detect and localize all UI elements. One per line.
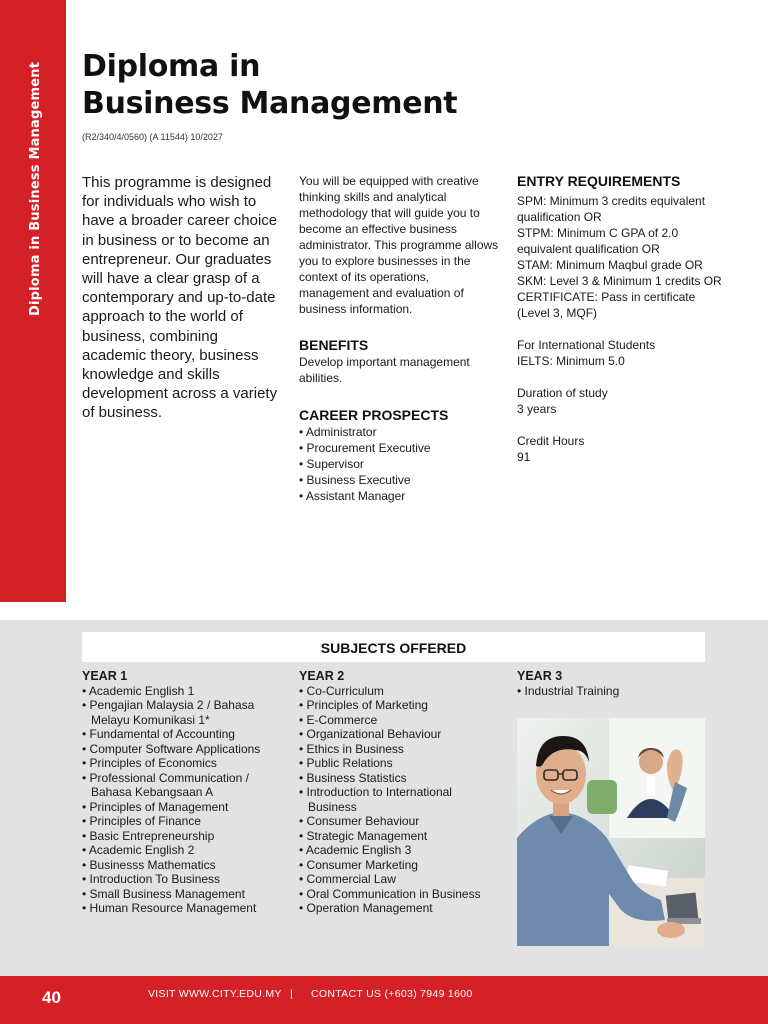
list-item: • Oral Communication in Business bbox=[299, 886, 481, 901]
year2-list bbox=[299, 684, 484, 916]
duration-value: 3 years bbox=[517, 402, 557, 416]
list-item: • Assistant Manager bbox=[299, 489, 406, 503]
list-item: • Computer Software Applications bbox=[82, 741, 261, 756]
website-link[interactable]: VISIT WWW.CITY.EDU.MY bbox=[148, 988, 282, 1000]
list-item: • Supervisor bbox=[299, 457, 364, 471]
entry-line: SPM: Minimum 3 credits equivalent qualification OR bbox=[517, 194, 706, 224]
list-item: • E-Commerce bbox=[299, 712, 378, 727]
list-item: • Principles of Management bbox=[82, 799, 229, 814]
list-item: • Pengajian Malaysia 2 / Bahasa Melayu Komunikasi 1* bbox=[82, 698, 255, 727]
year1-list bbox=[82, 684, 282, 916]
entry-requirements bbox=[517, 172, 722, 465]
programme-details bbox=[299, 173, 499, 504]
list-item: • Consumer Behaviour bbox=[299, 814, 420, 828]
list-item: • Principles of Finance bbox=[82, 814, 201, 828]
benefits-text: Develop important management abilities. bbox=[299, 355, 470, 385]
list-item: • Organizational Behaviour bbox=[299, 727, 442, 741]
credit-label: Credit Hours bbox=[517, 434, 585, 448]
footer-bar bbox=[0, 976, 768, 1024]
list-item: • Human Resource Management bbox=[82, 901, 257, 915]
list-item: • Commercial Law bbox=[299, 872, 396, 886]
year3-column bbox=[517, 669, 705, 698]
entry-heading: ENTRY REQUIREMENTS bbox=[517, 173, 681, 189]
duration-label: Duration of study bbox=[517, 386, 608, 400]
entry-line: STAM: Minimum Maqbul grade OR bbox=[517, 258, 703, 272]
list-item: • Academic English 3 bbox=[299, 843, 412, 857]
intro-paragraph: This programme is designed for individuals who wish to have a broader career choice in business or to become an entrepreneur. Our graduates will have a clear grasp of a contemporary and up-to-date approach to the world of business, combining academic theory, business knowledge and skills development across a variety of business. bbox=[82, 174, 278, 422]
list-item: • Businesss Mathematics bbox=[82, 857, 216, 872]
subjects-heading: SUBJECTS OFFERED bbox=[82, 632, 705, 662]
career-heading: CAREER PROSPECTS bbox=[299, 407, 449, 423]
year3-list bbox=[517, 684, 705, 699]
list-item: • Professional Communication / Bahasa Kebangsaan A bbox=[82, 770, 249, 799]
credit-value: 91 bbox=[517, 450, 531, 464]
student-photo bbox=[517, 718, 705, 946]
year2-heading: YEAR 2 bbox=[299, 669, 345, 683]
description-paragraph: You will be equipped with creative thinking skills and analytical methodology that will guide you to become an effective business administrator. This programme allows you to explore businesses in the context of its operations, management and evaluation of business information. bbox=[299, 174, 499, 316]
entry-line: (Level 3, MQF) bbox=[517, 306, 598, 320]
page-number: 40 bbox=[42, 988, 61, 1007]
title-line-1: Diploma in bbox=[82, 49, 261, 84]
list-item: • Principles of Marketing bbox=[299, 698, 428, 712]
list-item: • Academic English 1 bbox=[82, 683, 195, 698]
list-item: • Business Executive bbox=[299, 473, 411, 487]
intl-value: IELTS: Minimum 5.0 bbox=[517, 354, 625, 368]
intl-label: For International Students bbox=[517, 338, 656, 352]
list-item: • Fundamental of Accounting bbox=[82, 727, 235, 741]
year2-column bbox=[299, 669, 484, 916]
entry-line: STPM: Minimum C GPA of 2.0 equivalent qualification OR bbox=[517, 226, 679, 256]
list-item: • Procurement Executive bbox=[299, 441, 431, 455]
list-item: • Industrial Training bbox=[517, 683, 620, 698]
list-item: • Introduction to International Business bbox=[299, 785, 452, 814]
list-item: • Academic English 2 bbox=[82, 843, 195, 857]
list-item: • Strategic Management bbox=[299, 828, 428, 843]
side-bar-title: Diploma in Business Management bbox=[28, 61, 43, 316]
title-line-2: Business Management bbox=[82, 86, 458, 121]
contact-info: CONTACT US (+603) 7949 1600 bbox=[311, 988, 473, 1000]
list-item: • Basic Entrepreneurship bbox=[82, 828, 215, 843]
year1-column bbox=[82, 669, 282, 916]
benefits-heading: BENEFITS bbox=[299, 337, 369, 353]
list-item: • Administrator bbox=[299, 425, 377, 439]
list-item: • Ethics in Business bbox=[299, 741, 404, 756]
list-item: • Public Relations bbox=[299, 756, 393, 770]
list-item: • Operation Management bbox=[299, 901, 433, 915]
footer-separator: | bbox=[290, 988, 293, 1000]
entry-line: SKM: Level 3 & Minimum 1 credits OR CERTIFICATE: Pass in certificate bbox=[517, 274, 722, 304]
list-item: • Consumer Marketing bbox=[299, 857, 418, 872]
list-item: • Principles of Economics bbox=[82, 756, 217, 770]
year3-heading: YEAR 3 bbox=[517, 669, 563, 683]
list-item: • Small Business Management bbox=[82, 886, 245, 901]
list-item: • Co-Curriculum bbox=[299, 683, 384, 698]
year1-heading: YEAR 1 bbox=[82, 669, 128, 683]
page-title bbox=[82, 48, 457, 122]
list-item: • Business Statistics bbox=[299, 770, 407, 785]
career-list bbox=[299, 424, 499, 504]
list-item: • Introduction To Business bbox=[82, 872, 221, 886]
programme-code: (R2/340/4/0560) (A 11544) 10/2027 bbox=[82, 132, 223, 142]
